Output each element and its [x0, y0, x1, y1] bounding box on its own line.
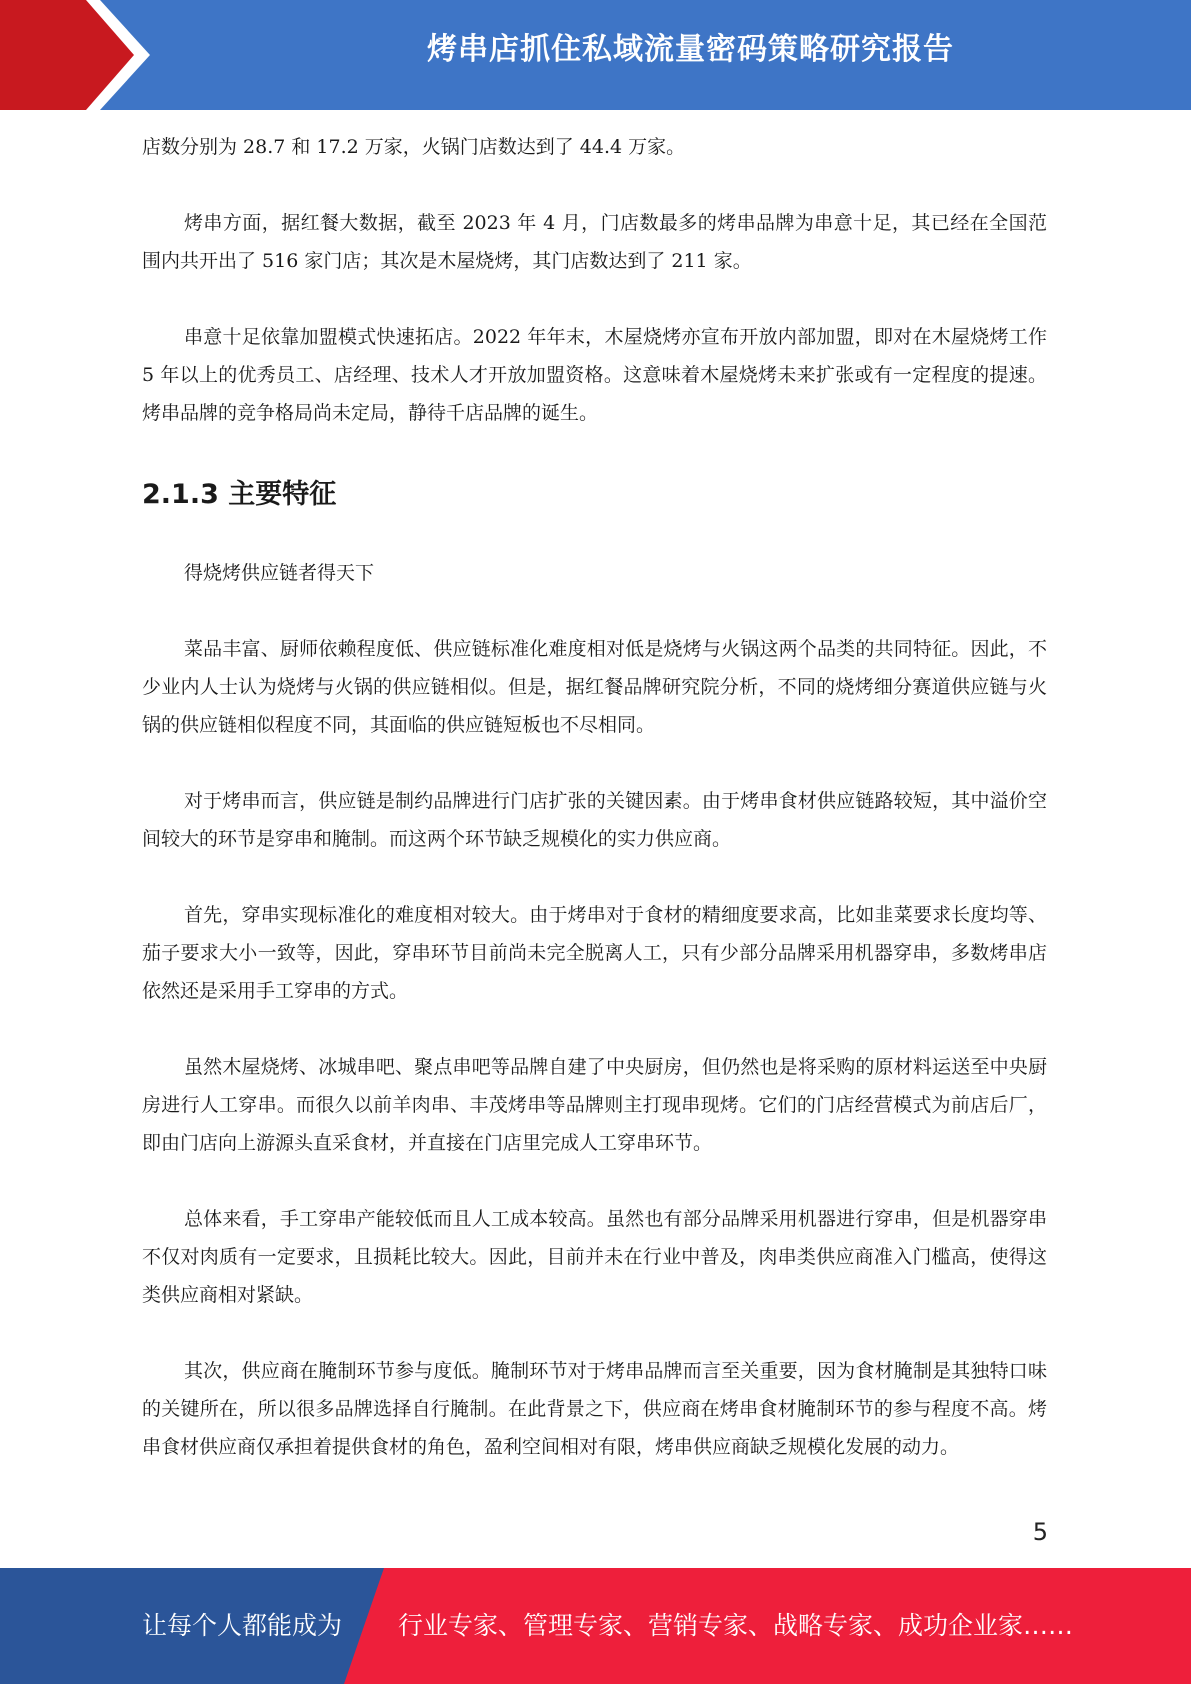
- paragraph: 其次，供应商在腌制环节参与度低。腌制环节对于烤串品牌而言至关重要，因为食材腌制是其独特口味的关键所在，所以很多品牌选择自行腌制。在此背景之下，供应商在烤串食材腌制环节的参与程度不高。烤串食材供应商仅承担着提供食材的角色，盈利空间相对有限，烤串供应商缺乏规模化发展的动力。: [142, 1360, 1047, 1458]
- report-title: 烤串店抓住私域流量密码策略研究报告: [427, 32, 954, 67]
- page-number: 5: [1032, 1518, 1048, 1546]
- page-header: [0, 0, 1191, 110]
- paragraph: 虽然木屋烧烤、冰城串吧、聚点串吧等品牌自建了中央厨房，但仍然也是将采购的原材料运送至中央厨房进行人工穿串。而很久以前羊肉串、丰茂烤串等品牌则主打现串现烤。它们的门店经营模式为前店后厂，即由门店向上游源头直采食材，并直接在门店里完成人工穿串环节。: [142, 1056, 1047, 1154]
- document-body: [142, 128, 1047, 1504]
- footer-slogan-left: 让每个人都能成为: [142, 1611, 343, 1640]
- footer-slogan-right: 行业专家、管理专家、营销专家、战略专家、成功企业家……: [398, 1611, 1074, 1640]
- paragraph: 首先，穿串实现标准化的难度相对较大。由于烤串对于食材的精细度要求高，比如韭菜要求长度均等、茄子要求大小一致等，因此，穿串环节目前尚未完全脱离人工，只有少部分品牌采用机器穿串，多数烤串店依然还是采用手工穿串的方式。: [142, 904, 1047, 1002]
- paragraph-subtitle: 得烧烤供应链者得天下: [184, 562, 375, 584]
- paragraph: 菜品丰富、厨师依赖程度低、供应链标准化难度相对低是烧烤与火锅这两个品类的共同特征。因此，不少业内人士认为烧烤与火锅的供应链相似。但是，据红餐品牌研究院分析，不同的烧烤细分赛道供应链与火锅的供应链相似程度不同，其面临的供应链短板也不尽相同。: [142, 638, 1047, 736]
- paragraph: 串意十足依靠加盟模式快速拓店。2022 年年末，木屋烧烤亦宣布开放内部加盟，即对在木屋烧烤工作 5 年以上的优秀员工、店经理、技术人才开放加盟资格。这意味着木屋烧烤未来扩张或有一定程度的提速。烤串品牌的竞争格局尚未定局，静待千店品牌的诞生。: [142, 326, 1047, 424]
- paragraph: 店数分别为 28.7 和 17.2 万家，火锅门店数达到了 44.4 万家。: [142, 136, 686, 158]
- page-footer: [0, 1568, 1191, 1684]
- section-heading: 2.1.3 主要特征: [142, 479, 337, 510]
- paragraph: 对于烤串而言，供应链是制约品牌进行门店扩张的关键因素。由于烤串食材供应链路较短，其中溢价空间较大的环节是穿串和腌制。而这两个环节缺乏规模化的实力供应商。: [142, 790, 1047, 850]
- paragraph: 总体来看，手工穿串产能较低而且人工成本较高。虽然也有部分品牌采用机器进行穿串，但是机器穿串不仅对肉质有一定要求，且损耗比较大。因此，目前并未在行业中普及，肉串类供应商准入门槛高，使得这类供应商相对紧缺。: [142, 1208, 1047, 1306]
- paragraph: 烤串方面，据红餐大数据，截至 2023 年 4 月，门店数最多的烤串品牌为串意十足，其已经在全国范围内共开出了 516 家门店；其次是木屋烧烤，其门店数达到了 211 家。: [142, 212, 1047, 272]
